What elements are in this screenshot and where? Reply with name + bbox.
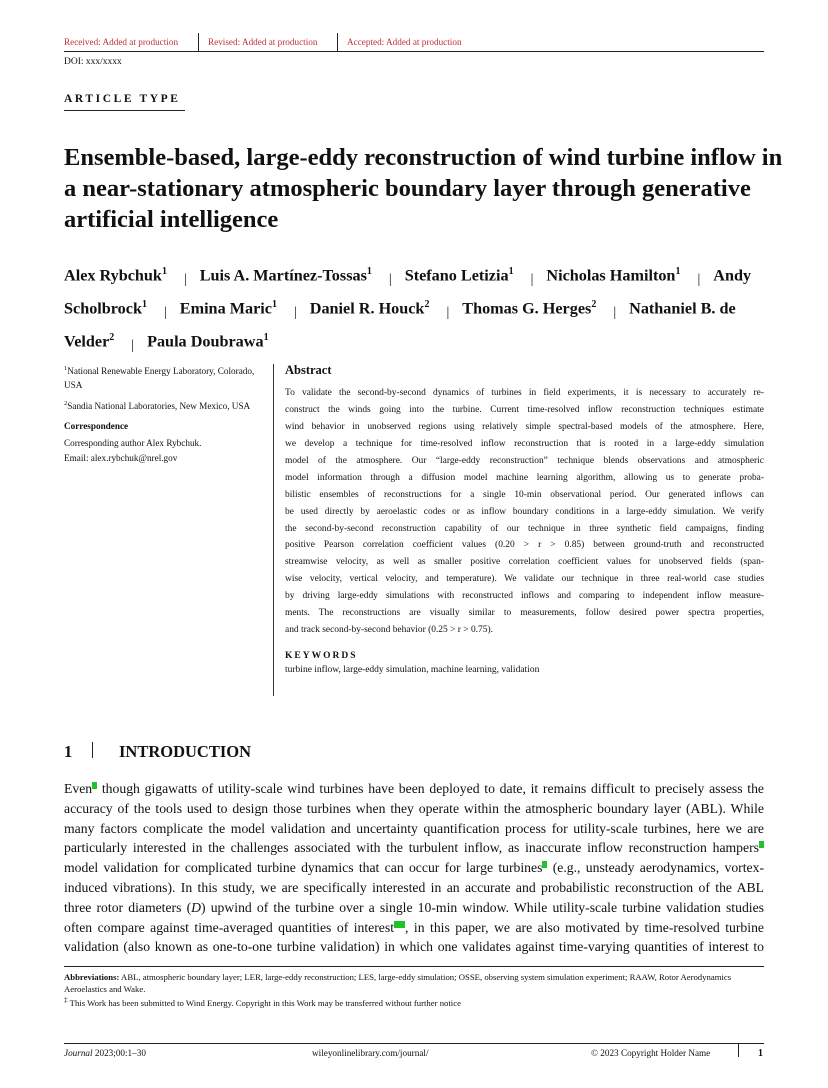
abstract-body	[285, 385, 764, 639]
affiliation-2: $^2$Sandia National Laboratories, New Mexico, USA	[64, 400, 251, 412]
author-separator: |	[388, 272, 392, 288]
author-affiliation-marker: 1	[508, 266, 514, 277]
author-separator: |	[131, 338, 135, 354]
intro-text: accuracy of the tools used to design those turbines when they operate within the atmospheric boundary layer (ABL). While	[64, 800, 764, 816]
affiliations	[64, 362, 264, 419]
intro-text: many factors complicate the model validation and uncertainty quantification process for utility-scale turbines, here we are	[64, 820, 764, 836]
author-separator: |	[613, 305, 617, 321]
page-number: 1	[758, 1048, 763, 1059]
abstract-line: wise velocity, vertical velocity, and temperature). We validate our technique in three real-world case studies	[285, 574, 764, 585]
abstract-line: streamwise velocity, as well as smaller positive correlation coefficient values for unobserved fields (span-	[285, 557, 764, 568]
author-name: Nicholas Hamilton	[546, 266, 676, 285]
intro-line	[64, 878, 764, 898]
author-name: Nathaniel B. de Velder	[64, 299, 736, 351]
author-separator: |	[183, 272, 187, 288]
intro-line	[64, 898, 764, 918]
citation-link[interactable]: 0	[93, 782, 97, 788]
author-separator: |	[530, 272, 534, 288]
author-separator: |	[293, 305, 297, 321]
divider	[738, 1043, 739, 1057]
intro-text: (e.g., unsteady aerodynamics, vortex-	[547, 860, 765, 876]
intro-text: three rotor diameters (	[64, 899, 192, 915]
abstract-line: the second-by-second reconstruction capability of our technique in three synthetic field campaigns, finding	[285, 523, 764, 534]
received-date: Received: Added at production	[64, 37, 179, 47]
author-separator: |	[697, 272, 701, 288]
affiliation-1: $^1$National Renewable Energy Laboratory, Colorado, USA	[64, 365, 255, 390]
abstract-line: construct the winds going into the turbine. Current time-resolved inflow reconstruction techniques estimate	[285, 404, 764, 415]
footnote-rule	[64, 966, 764, 967]
footer-rule	[64, 1043, 764, 1044]
divider	[337, 33, 338, 51]
author-affiliation-marker: 2	[109, 331, 115, 343]
keywords: turbine inflow, large-eddy simulation, machine learning, validation	[285, 665, 540, 675]
author-name: Alex Rybchuk	[64, 266, 162, 285]
author-name: Daniel R. Houck	[309, 299, 425, 318]
doi[interactable]: DOI: xxx/xxxx	[64, 57, 122, 67]
intro-text: model validation for complicated turbine dynamics that can occur for large turbines	[64, 860, 543, 876]
intro-text: , in this paper, we are also motivated by time-resolved turbine	[405, 919, 764, 935]
column-divider	[273, 364, 274, 696]
math-symbol: D	[191, 899, 202, 915]
abstract-line: positive Pearson correlation coefficient values (0.20 > r > 0.85) between ground-truth and reconstructed	[285, 540, 764, 551]
abbreviations-footnote: Abbreviations: ABL, atmospheric boundary layer; LER, large-eddy reconstruction; LES, large-eddy simulation; OSSE, observing system simulation experiment; RAAW, Rotor Aerodynamics Aeroelastics and Wake.	[64, 972, 732, 994]
intro-text: Even	[64, 781, 93, 796]
intro-text: ) upwind of the turbine over a single 10-min window. While utility-scale turbine validation studies	[201, 899, 764, 915]
intro-text: though gigawatts of utility-scale wind turbines have been deployed to date, it remains difficult to precisely assess the	[97, 781, 764, 796]
divider	[92, 742, 93, 758]
section-number: 1	[64, 742, 73, 761]
intro-text: induced vibrations). In this study, we are specifically interested in an accurate and probabilistic reconstruction of the ABL	[64, 879, 764, 895]
abstract-line: model of the atmosphere. Our “large-eddy reconstruction” technique blends observations and atmospheric	[285, 455, 764, 466]
abstract-line: ments. The reconstructions are visually similar to measurements, follow desired power spectra properties,	[285, 608, 764, 619]
citation-link[interactable]: 000	[395, 920, 405, 927]
abstract-line: bilistic ensembles of reconstructions for a single 10-min observational period. Our generated inflows can	[285, 489, 764, 500]
correspondence	[64, 436, 269, 465]
journal-url[interactable]: wileyonlinelibrary.com/journal/	[312, 1048, 429, 1058]
introduction-body	[64, 779, 764, 957]
author-name: Luis A. Martínez-Tossas	[199, 266, 367, 285]
revised-date: Revised: Added at production	[208, 37, 318, 47]
intro-line	[64, 819, 764, 839]
abstract-heading: Abstract	[285, 363, 332, 377]
author-separator: |	[446, 305, 450, 321]
intro-line	[64, 937, 764, 957]
article-type-underline	[64, 110, 185, 111]
citation-link[interactable]: 0	[760, 841, 763, 848]
author-name: Emina Maric	[179, 299, 272, 318]
journal-citation: Journal 2023;00:1–30	[64, 1048, 146, 1058]
accepted-date: Accepted: Added at production	[347, 37, 462, 47]
paper-title: Ensemble-based, large-eddy reconstruction of wind turbine inflow in a near-stationary atmospheric boundary layer through generative artificial intelligence	[64, 144, 783, 233]
author-separator: |	[163, 305, 167, 321]
author-affiliation-marker: 1	[141, 298, 147, 310]
abstract-line: To validate the second-by-second dynamics of turbines in field experiments, it is necessary to accurately re-	[285, 388, 764, 398]
abstract-line: and track second-by-second behavior (0.25 > r > 0.75).	[285, 625, 493, 636]
abstract-line: model information through a diffusion model machine learning algorithm, allowing us to generate proba-	[285, 472, 764, 483]
article-type: ARTICLE TYPE	[64, 93, 181, 105]
submission-footnote: ‡ This Work has been submitted to Wind Energy. Copyright in this Work may be transferred without further notice	[64, 996, 461, 1008]
copyright: © 2023 Copyright Holder Name	[591, 1048, 711, 1058]
intro-line	[64, 779, 764, 799]
author-name: Thomas G. Herges	[462, 299, 592, 318]
abstract-line: wind behavior in unobserved regions using relatively simple spectral-based models of the atmosphere. Here,	[285, 421, 764, 432]
submission-dates-bar	[64, 35, 764, 51]
author-affiliation-marker: 1	[263, 331, 269, 343]
corresponding-author: Corresponding author Alex Rybchuk.	[64, 438, 202, 448]
intro-text: validation (also known as one-to-one turbine validation) in which one validates against time-varying quantities of interest to	[64, 939, 764, 955]
intro-line	[64, 858, 764, 878]
footnotes	[64, 972, 764, 1009]
intro-text: particularly interested in the challenges associated with the turbulent inflow, as inaccurate inflow reconstruction hampers	[64, 840, 759, 856]
author-name: Andy Scholbrock	[64, 266, 752, 318]
author-affiliation-marker: 1	[271, 298, 277, 310]
intro-line	[64, 799, 764, 819]
abstract-line: be used directly by aeroelastic codes or as inflow boundary conditions in a large-eddy simulation. We verify	[285, 506, 764, 517]
intro-text: often compare against time-averaged quantities of interest	[64, 919, 395, 935]
section-heading	[64, 742, 251, 762]
section-title: INTRODUCTION	[119, 742, 252, 761]
correspondence-heading: Correspondence	[64, 421, 129, 431]
abstract-line: we develop a technique for time-resolved inflow reconstruction that is rooted in a large-eddy simulation	[285, 438, 764, 449]
abstract-line: by driving large-eddy simulations with reconstructed inflows and comparing to independent inflow measure-	[285, 591, 764, 602]
header-rule	[64, 51, 764, 52]
author-affiliation-marker: 2	[591, 298, 597, 310]
author-name: Paula Doubrawa	[147, 332, 264, 351]
author-affiliation-marker: 1	[366, 266, 372, 277]
intro-line	[64, 838, 764, 858]
author-list	[64, 258, 764, 357]
author-affiliation-marker: 2	[424, 298, 430, 310]
author-affiliation-marker: 1	[675, 266, 681, 277]
intro-line	[64, 918, 764, 938]
author-name: Stefano Letizia	[404, 266, 509, 285]
keywords-heading: KEYWORDS	[285, 651, 358, 661]
citation-link[interactable]: 0	[543, 861, 547, 868]
corresponding-email[interactable]: Email: alex.rybchuk@nrel.gov	[64, 452, 178, 463]
divider	[198, 33, 199, 51]
author-affiliation-marker: 1	[161, 266, 167, 277]
